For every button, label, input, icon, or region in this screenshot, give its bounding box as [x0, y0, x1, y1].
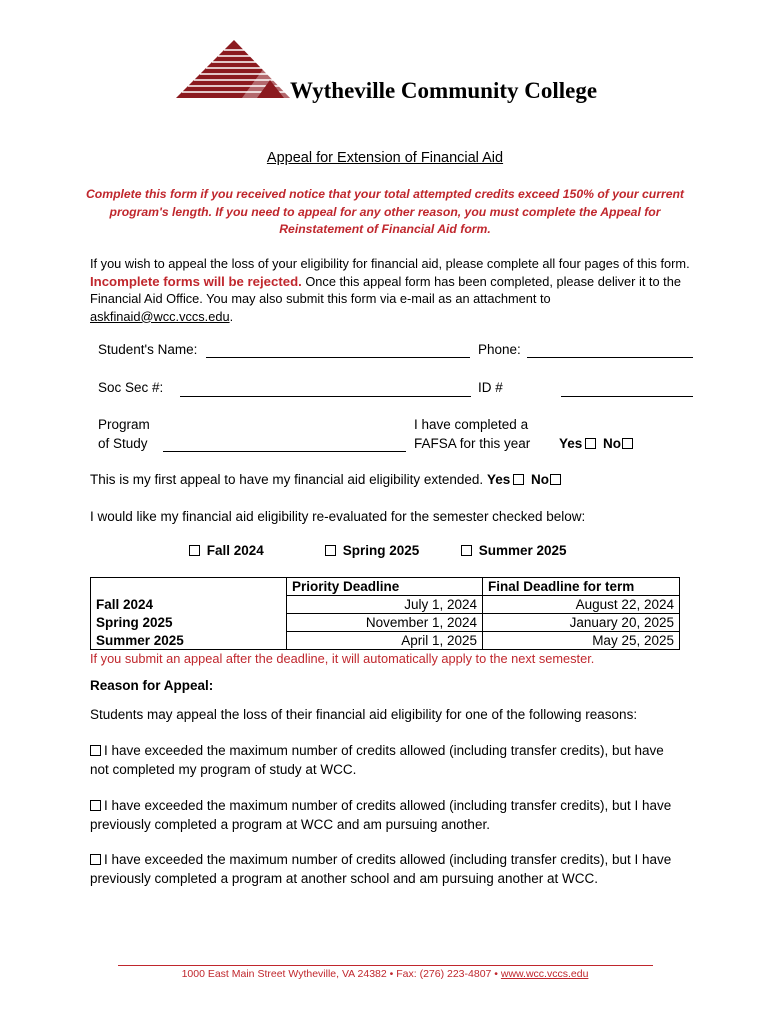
spring-label: Spring 2025 — [342, 543, 420, 558]
late-note: If you submit an appeal after the deadline, it will automatically apply to the next semester. — [90, 651, 595, 666]
soc-sec-field[interactable] — [180, 396, 471, 397]
id-field[interactable] — [561, 396, 693, 397]
intro-end: . — [229, 308, 234, 324]
first-appeal-yes-checkbox[interactable] — [513, 474, 524, 485]
footer — [0, 968, 770, 980]
first-appeal-no-checkbox[interactable] — [550, 474, 561, 485]
reason-intro: Students may appeal the loss of their financial aid eligibility for one of the following reasons: — [90, 707, 638, 722]
reason-1-text: I have exceeded the maximum number of credits allowed (including transfer credits), but have not completed my program of study at WCC. — [90, 743, 664, 777]
semester-option-fall[interactable] — [186, 543, 264, 558]
footer-divider — [118, 965, 653, 966]
term-cell: Summer 2025 — [91, 632, 287, 650]
soc-sec-label: Soc Sec #: — [98, 380, 164, 395]
summer-label: Summer 2025 — [478, 543, 567, 558]
reason-1-checkbox[interactable] — [90, 745, 101, 756]
form-notice: Complete this form if you received notice that your total attempted credits exceed 150% of your current program's length. If you need to appeal for any other reason, you must complete the Appeal for Reinstatement of Financial Aid form. — [85, 187, 684, 236]
phone-field[interactable] — [527, 357, 693, 358]
spring-checkbox[interactable] — [325, 545, 336, 556]
college-name: Wytheville Community College — [290, 78, 598, 103]
intro-text-2: Once this appeal form has been completed, please deliver it to the Financial Aid Office. You may also submit this form via e-mail as an attachment to — [90, 273, 681, 306]
reason-option-2[interactable] — [90, 796, 680, 834]
phone-label: Phone: — [478, 342, 521, 357]
table-header-row — [91, 578, 680, 596]
intro-paragraph — [90, 255, 690, 325]
footer-website-link[interactable]: www.wcc.vccs.edu — [500, 968, 589, 980]
fall-label: Fall 2024 — [206, 543, 264, 558]
semester-prompt: I would like my financial aid eligibility re-evaluated for the semester checked below: — [90, 509, 586, 524]
reason-3-text: I have exceeded the maximum number of credits allowed (including transfer credits), but I have previously completed a program at another school and am pursuing another at WCC. — [90, 852, 672, 886]
table-header-blank — [91, 578, 287, 596]
fafsa-no-label: No — [603, 436, 622, 451]
term-cell: Fall 2024 — [91, 596, 287, 614]
first-appeal-text: This is my first appeal to have my financial aid eligibility extended. — [90, 472, 484, 487]
summer-checkbox[interactable] — [461, 545, 472, 556]
final-cell: May 25, 2025 — [483, 632, 680, 650]
form-title: Appeal for Extension of Financial Aid — [266, 150, 504, 166]
final-cell: August 22, 2024 — [483, 596, 680, 614]
semester-option-summer[interactable] — [458, 543, 567, 558]
reason-heading: Reason for Appeal: — [90, 678, 214, 693]
priority-cell: November 1, 2024 — [287, 614, 483, 632]
fafsa-no-checkbox[interactable] — [622, 438, 633, 449]
deadline-table — [90, 577, 680, 650]
first-appeal-row — [90, 472, 564, 487]
table-row — [91, 614, 680, 632]
id-label: ID # — [478, 380, 503, 395]
fafsa-label-2: FAFSA for this year — [414, 436, 531, 451]
fafsa-yes-label: Yes — [559, 436, 583, 451]
fall-checkbox[interactable] — [189, 545, 200, 556]
semester-option-spring[interactable] — [322, 543, 419, 558]
reason-2-checkbox[interactable] — [90, 800, 101, 811]
reason-2-text: I have exceeded the maximum number of credits allowed (including transfer credits), but I have previously completed a program at WCC and am pursuing another. — [90, 798, 672, 832]
intro-warning: Incomplete forms will be rejected. — [90, 273, 302, 289]
program-field[interactable] — [163, 451, 406, 452]
reason-option-3[interactable] — [90, 850, 680, 888]
student-name-field[interactable] — [206, 357, 470, 358]
footer-address: 1000 East Main Street Wytheville, VA 24382 • Fax: (276) 223-4807 • — [181, 968, 501, 980]
mountain-logo-icon — [172, 38, 290, 100]
priority-cell: July 1, 2024 — [287, 596, 483, 614]
fafsa-yes-no — [559, 436, 636, 451]
final-cell: January 20, 2025 — [483, 614, 680, 632]
priority-cell: April 1, 2025 — [287, 632, 483, 650]
program-label-2: of Study — [98, 436, 148, 451]
reason-3-checkbox[interactable] — [90, 854, 101, 865]
program-label-1: Program — [98, 417, 150, 432]
table-row — [91, 596, 680, 614]
email-link[interactable]: askfinaid@wcc.vccs.edu — [90, 308, 230, 324]
first-appeal-no-label: No — [531, 472, 549, 487]
first-appeal-yes-label: Yes — [486, 472, 511, 487]
intro-text-1: If you wish to appeal the loss of your eligibility for financial aid, please complete all four pages of this form. — [90, 256, 690, 271]
fafsa-yes-checkbox[interactable] — [585, 438, 596, 449]
table-row — [91, 632, 680, 650]
table-header-final: Final Deadline for term — [483, 578, 680, 596]
reason-option-1[interactable] — [90, 741, 680, 779]
student-name-label: Student's Name: — [98, 342, 198, 357]
table-header-priority: Priority Deadline — [287, 578, 483, 596]
fafsa-label-1: I have completed a — [414, 417, 529, 432]
term-cell: Spring 2025 — [91, 614, 287, 632]
